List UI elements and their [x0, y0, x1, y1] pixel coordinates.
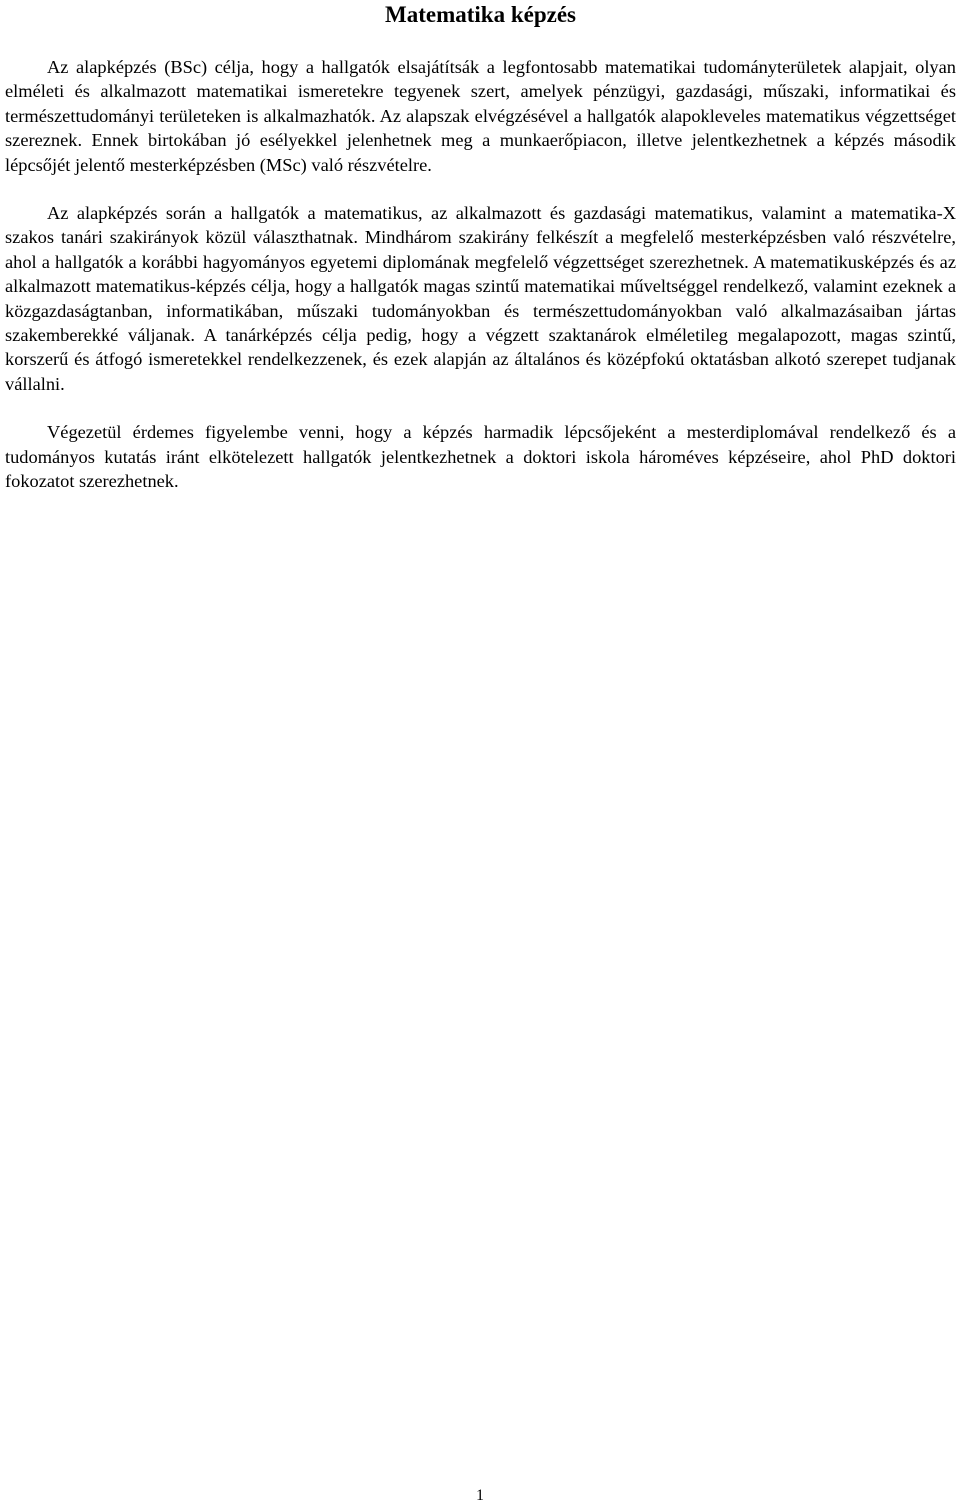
page-number: 1	[476, 1487, 484, 1504]
paragraph-bsc-goals: Az alapképzés (BSc) célja, hogy a hallgatók elsajátítsák a legfontosabb matematikai tudományterületek alapjait, olyan elméleti és alkalmazott matematikai ismeretekre tegyenek szert, amelyek pénzügyi, gazdasági, műszaki, informatikai és természettudományi területeken is alkalmazhatók. Az alapszak elvégzésével a hallgatók alapokleveles matematikus végzettséget szereznek. Ennek birtokában jó esélyekkel jelenhetnek meg a munkaerőpiacon, illetve jelentkezhetnek a képzés második lépcsőjét jelentő mesterképzésben (MSc) való részvételre.	[5, 57, 956, 175]
paragraph-specializations: Az alapképzés során a hallgatók a matematikus, az alkalmazott és gazdasági matematikus, valamint a matematika-X szakos tanári szakirányok közül választhatnak. Mindhárom szakirány felkészít a megfelelő mesterképzésben való részvételre, ahol a hallgatók a korábbi hagyományos egyetemi diplomának megfelelő végzettséget szerezhetnek. A matematikusképzés és az alkalmazott matematikus-képzés célja, hogy a hallgatók magas szintű matematikai műveltséggel rendelkező, valamint ezeknek a közgazdaságtanban, informatikában, műszaki tudományokban és természettudományokban való alkalmazásaiban jártas szakemberekké váljanak. A tanárképzés célja pedig, hogy a végzett szaktanárok elméletileg megalapozott, magas szintű, korszerű és átfogó ismeretekkel rendelkezzenek, és ezek alapján az általános és középfokú oktatásban alkotó szerepet tudjanak vállalni.	[5, 203, 956, 394]
paragraph-phd: Végezetül érdemes figyelembe venni, hogy a képzés harmadik lépcsőjeként a mesterdiplomával rendelkező és a tudományos kutatás iránt elkötelezett hallgatók jelentkezhetnek a doktori iskola hároméves képzéseire, ahol PhD doktori fokozatot szerezhetnek.	[5, 422, 956, 492]
page-title: Matematika képzés	[385, 2, 576, 27]
document-body	[5, 0, 956, 494]
